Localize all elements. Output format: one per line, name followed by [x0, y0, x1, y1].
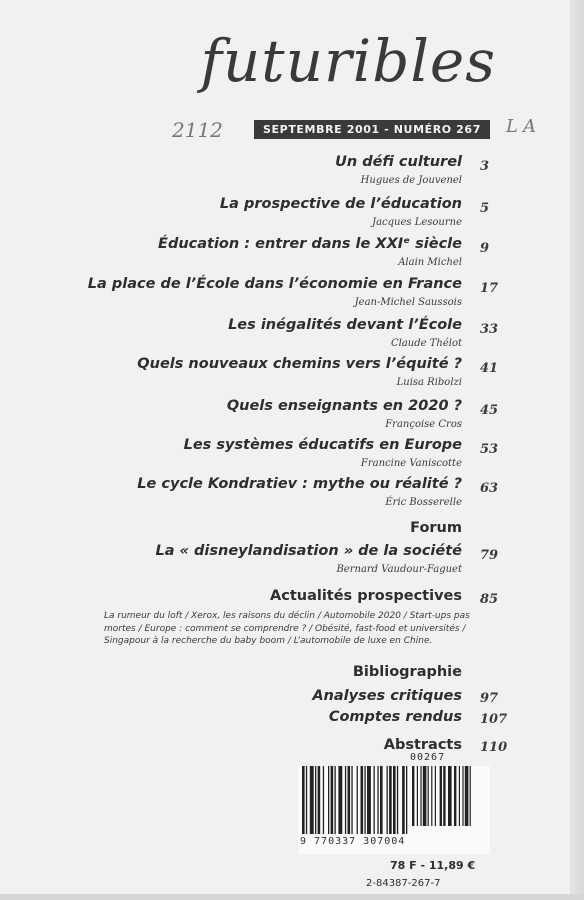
- article-author: Éric Bosserelle: [385, 497, 462, 508]
- forum-heading: Forum: [410, 520, 462, 536]
- bibliographie-heading: Bibliographie: [352, 664, 462, 680]
- article-page: 9: [480, 241, 490, 256]
- article-page: 3: [480, 159, 490, 174]
- article-author: Francine Vaniscotte: [360, 458, 462, 469]
- article-title[interactable]: Éducation : entrer dans le XXIᵉ siècle: [158, 236, 462, 252]
- article-page: 33: [480, 322, 499, 337]
- actualites-page: 85: [480, 592, 499, 607]
- article-author: Alain Michel: [398, 257, 462, 268]
- handwritten-note-left: 2112: [172, 118, 223, 142]
- barcode-number: 9 770337 307004: [300, 836, 406, 847]
- isbn: 2-84387-267-7: [366, 878, 441, 889]
- forum-article-title[interactable]: La « disneylandisation » de la société: [155, 543, 462, 559]
- bibliographie-page: 97: [480, 691, 499, 706]
- actualites-summary: La rumeur du loft / Xerox, les raisons du déclin / Automobile 2020 / Start-ups pas mortes / Europe : comment se comprendre ? / Obésité, fast-food et universités / Singapour à la recherche du baby boom / L’automobile de luxe en Chine.: [104, 611, 470, 647]
- handwritten-note-right: LA: [506, 116, 541, 137]
- abstracts-heading[interactable]: Abstracts: [383, 737, 462, 753]
- magazine-logo: futuribles: [200, 27, 496, 95]
- article-title[interactable]: Les inégalités devant l’École: [228, 317, 462, 333]
- article-author: Jean-Michel Saussois: [354, 297, 462, 308]
- article-title[interactable]: La place de l’École dans l’économie en France: [87, 276, 462, 292]
- article-title[interactable]: La prospective de l’éducation: [219, 196, 462, 212]
- bibliographie-page: 107: [480, 712, 508, 727]
- article-page: 45: [480, 403, 499, 418]
- barcode-addon-number: 00267: [410, 752, 446, 763]
- forum-article-author: Bernard Vaudour-Faguet: [336, 564, 462, 575]
- abstracts-page: 110: [480, 740, 508, 755]
- article-page: 63: [480, 481, 499, 496]
- article-author: Jacques Lesourne: [372, 217, 462, 228]
- article-author: Luisa Ribolzi: [396, 377, 462, 388]
- article-page: 17: [480, 281, 499, 296]
- article-title[interactable]: Le cycle Kondratiev : mythe ou réalité ?: [137, 476, 462, 492]
- actualites-heading[interactable]: Actualités prospectives: [270, 588, 462, 604]
- bibliographie-item[interactable]: Analyses critiques: [312, 688, 462, 704]
- forum-article-page: 79: [480, 548, 499, 563]
- article-author: Hugues de Jouvenel: [360, 175, 462, 186]
- article-page: 53: [480, 442, 499, 457]
- article-page: 41: [480, 361, 499, 376]
- article-author: Claude Thélot: [390, 338, 462, 349]
- article-author: Françoise Cros: [385, 419, 462, 430]
- article-title[interactable]: Un défi culturel: [335, 154, 462, 170]
- article-title[interactable]: Quels enseignants en 2020 ?: [226, 398, 462, 414]
- article-title[interactable]: Quels nouveaux chemins vers l’équité ?: [137, 356, 462, 372]
- bibliographie-item[interactable]: Comptes rendus: [328, 709, 462, 725]
- article-title[interactable]: Les systèmes éducatifs en Europe: [183, 437, 462, 453]
- issue-banner: SEPTEMBRE 2001 - NUMÉRO 267: [254, 120, 490, 139]
- price: 78 F - 11,89 €: [390, 859, 476, 872]
- article-page: 5: [480, 201, 490, 216]
- barcode-bars: [298, 766, 490, 836]
